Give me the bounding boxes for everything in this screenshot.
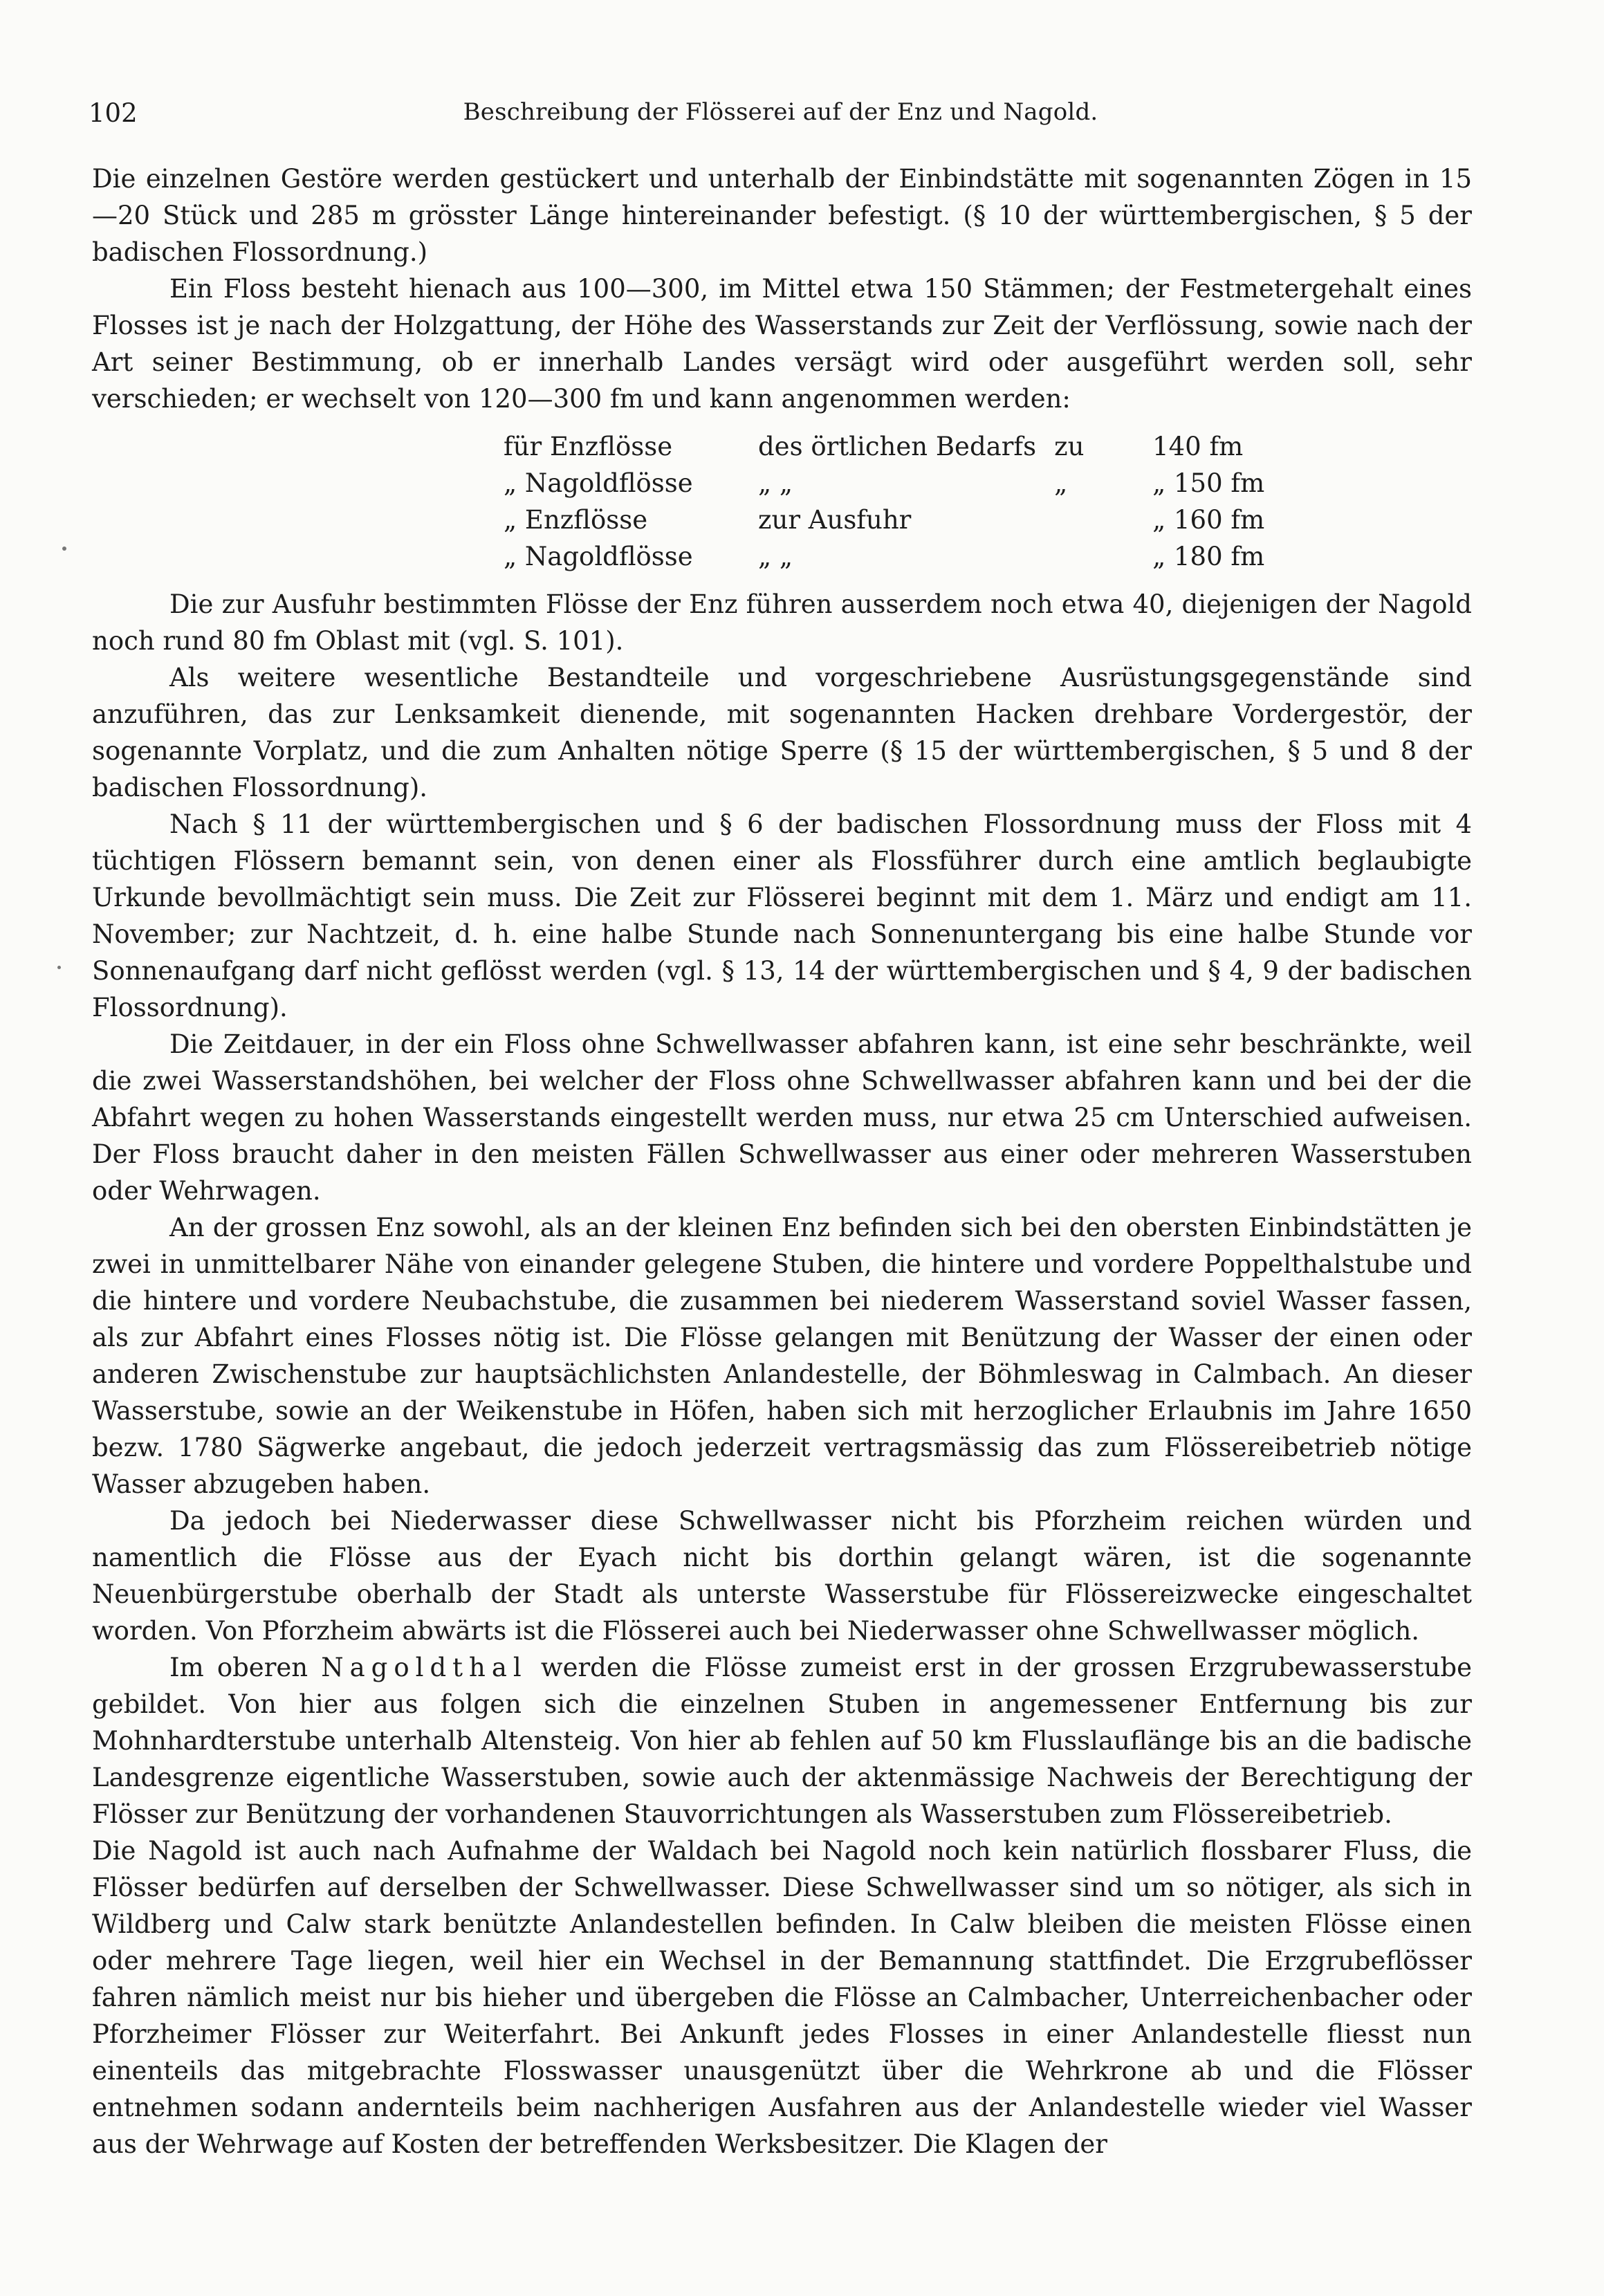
- paragraph: Da jedoch bei Niederwasser diese Schwellwasser nicht bis Pforzheim reichen würden und namentlich die Flösse aus der Eyach nicht bis dorthin gelangt wären, ist die sogenannte Neuenbürgerstube oberhalb der Stadt als unterste Wasserstube für Flössereizwecke eingeschaltet worden. Von Pforzheim abwärts ist die Flösserei auch bei Niederwasser ohne Schwellwasser möglich.: [92, 1506, 1472, 1646]
- spaced-place-name: Nagoldthal: [321, 1653, 528, 1682]
- paragraph: Die zur Ausfuhr bestimmten Flösse der Enz führen ausserdem noch etwa 40, diejenigen der Nagold noch rund 80 fm Oblast mit (vgl. S. 101).: [92, 589, 1472, 656]
- page-number: 102: [89, 98, 138, 128]
- table-row: [504, 465, 1282, 502]
- table-cell: „: [1054, 468, 1068, 498]
- floss-volume-table: [504, 428, 1282, 575]
- table-cell: [1054, 538, 1152, 575]
- table-cell: „ „: [758, 542, 793, 571]
- table-cell: „ 180 fm: [1152, 542, 1265, 571]
- paragraph: Als weitere wesentliche Bestandteile und vorgeschriebene Ausrüstungsgegenstände sind anzuführen, das zur Lenksamkeit dienende, mit sogenannten Hacken drehbare Vordergestör, der sogenannte Vorplatz, und die zum Anhalten nötige Sperre (§ 15 der württembergischen, § 5 und 8 der badischen Flossordnung).: [92, 663, 1472, 802]
- table-cell: 140 fm: [1152, 432, 1244, 461]
- paragraph: Die Nagold ist auch nach Aufnahme der Waldach bei Nagold noch kein natürlich flossbarer Fluss, die Flösser bedürfen auf derselben der Schwellwasser. Diese Schwellwasser sind um so nötiger, als sich in Wildberg und Calw stark benützte Anlandestellen befinden. In Calw bleiben die meisten Flösse einen oder mehrere Tage liegen, weil hier ein Wechsel in der Bemannung stattfindet. Die Erzgrubeflösser fahren nämlich meist nur bis hieher und übergeben die Flösse an Calmbacher, Unterreichenbacher oder Pforzheimer Flösser zur Weiterfahrt. Bei Ankunft jedes Flosses in einer Anlandestelle fliesst nun einenteils das mitgebrachte Flosswasser unausgenützt über die Wehrkrone ab und die Flösser entnehmen sodann andernteils beim nachherigen Ausfahren aus der Anlandestelle wieder viel Wasser aus der Wehrwage auf Kosten der betreffenden Werksbesitzer. Die Klagen der: [92, 1836, 1472, 2159]
- table-cell: zu: [1054, 432, 1085, 461]
- table-cell: „ Nagoldflösse: [504, 542, 693, 571]
- print-speck: [57, 966, 61, 969]
- table-cell: zur Ausfuhr: [758, 505, 912, 535]
- body-text: [92, 160, 1472, 2162]
- paragraph: An der grossen Enz sowohl, als an der kleinen Enz befinden sich bei den obersten Einbindstätten je zwei in unmittelbarer Nähe von einander gelegene Stuben, die hintere und vordere Poppelthalstube und die hintere und vordere Neubachstube, die zusammen bei niederem Wasserstand soviel Wasser fassen, als zur Abfahrt eines Flosses nötig ist. Die Flösse gelangen mit Benützung der Wasser der einen oder anderen Zwischenstube zur hauptsächlichsten Anlandestelle, der Böhmleswag in Calmbach. An dieser Wasserstube, sowie an der Weikenstube in Höfen, haben sich mit herzoglicher Erlaubnis im Jahre 1650 bezw. 1780 Sägwerke angebaut, die jedoch jederzeit vertragsmässig das zum Flössereibetrieb nötige Wasser abzugeben haben.: [92, 1213, 1472, 1499]
- table-cell: „ Enzflösse: [504, 505, 648, 535]
- table-cell: „ Nagoldflösse: [504, 468, 693, 498]
- paragraph-rest: werden die Flösse zumeist erst in der grossen Erzgrubewasserstube gebildet. Von hier aus folgen sich die einzelnen Stuben in angemessener Entfernung bis zur Mohnhardterstube unterhalb Altensteig. Von hier ab fehlen auf 50 km Flusslauflänge bis an die badische Landesgrenze eigentliche Wasserstuben, sowie auch der aktenmässige Nachweis der Berechtigung der Flösser zur Benützung der vorhandenen Stauvorrichtungen als Wasserstuben zum Flössereibetrieb.: [92, 1653, 1472, 1829]
- table-row: [504, 538, 1282, 575]
- paragraph-nagoldthal: [92, 1649, 1472, 1833]
- table-cell: „ 160 fm: [1152, 505, 1265, 535]
- paragraph-lead: Im oberen: [169, 1653, 308, 1682]
- table-cell: des örtlichen Bedarfs: [758, 432, 1037, 461]
- table-cell: „ „: [758, 468, 793, 498]
- paragraph: Nach § 11 der württembergischen und § 6 der badischen Flossordnung muss der Floss mit 4 tüchtigen Flössern bemannt sein, von denen einer als Flossführer durch eine amtlich beglaubigte Urkunde bevollmächtigt sein muss. Die Zeit zur Flösserei beginnt mit dem 1. März und endigt am 11. November; zur Nachtzeit, d. h. eine halbe Stunde nach Sonnenuntergang bis eine halbe Stunde vor Sonnenaufgang darf nicht geflösst werden (vgl. § 13, 14 der württembergischen und § 4, 9 der badischen Flossordnung).: [92, 809, 1472, 1022]
- print-speck: [62, 547, 66, 551]
- table-row: [504, 428, 1282, 465]
- table-cell: für Enzflösse: [504, 432, 673, 461]
- running-title: Beschreibung der Flösserei auf der Enz und Nagold.: [463, 98, 1098, 126]
- paragraph: Die einzelnen Gestöre werden gestückert und unterhalb der Einbindstätte mit sogenannten Zögen in 15—20 Stück und 285 m grösster Länge hintereinander befestigt. (§ 10 der württembergischen, § 5 der badischen Flossordnung.): [92, 164, 1472, 267]
- paragraph: Ein Floss besteht hienach aus 100—300, im Mittel etwa 150 Stämmen; der Festmetergehalt eines Flosses ist je nach der Holzgattung, der Höhe des Wasserstands zur Zeit der Verflössung, sowie nach der Art seiner Bestimmung, ob er innerhalb Landes versägt wird oder ausgeführt werden soll, sehr verschieden; er wechselt von 120—300 fm und kann angenommen werden:: [92, 274, 1472, 414]
- table-cell: „ 150 fm: [1152, 468, 1265, 498]
- table-row: [504, 502, 1282, 538]
- paragraph: Die Zeitdauer, in der ein Floss ohne Schwellwasser abfahren kann, ist eine sehr beschränkte, weil die zwei Wasserstandshöhen, bei welcher der Floss ohne Schwellwasser abfahren kann und bei der die Abfahrt wegen zu hohen Wasserstands eingestellt werden muss, nur etwa 25 cm Unterschied aufweisen. Der Floss braucht daher in den meisten Fällen Schwellwasser aus einer oder mehreren Wasserstuben oder Wehrwagen.: [92, 1029, 1472, 1206]
- page-header: [89, 98, 1473, 140]
- table-cell: [1054, 502, 1152, 538]
